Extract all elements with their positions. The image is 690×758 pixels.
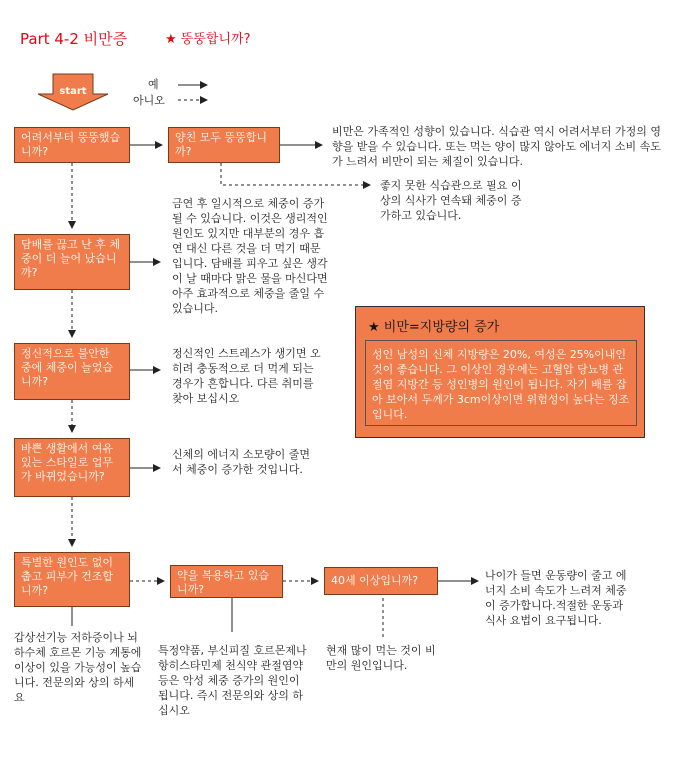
answer-hereditary: 비만은 가족적인 성향이 있습니다. 식습관 역시 어려서부터 가정의 영향을 받을 수 있습니다. 또는 먹는 양이 많지 않아도 에너지 소비 속도가 느려서 비만이 되는 체질이 있습니다. <box>332 125 661 168</box>
info-panel-body: 성인 남성의 신체 지방량은 20%, 여성은 25%이내인 것이 좋습니다. 그 이상인 경우에는 고혈압 당뇨병 관절염 지방간 등 성인병의 원인이 됩니다. 자기 배를 잡아 보아서 두께가 3cm이상이면 위험성이 높다는 징조입니다. <box>365 340 637 426</box>
answer-quit-smoking: 금연 후 일시적으로 체중이 증가될 수 있습니다. 이것은 생리적인 원인도 있지만 대부분의 경우 흡연 대신 다른 것을 더 먹기 때문입니다. 담배를 피우고 싶은 생각이 날 때마다 맑은 물을 마신다면 아주 효과적으로 체중을 줄일 수 있습니다. <box>172 197 328 315</box>
question-box-lifestyle: 바쁜 생활에서 여유 있는 스타일로 업무가 바뀌었습니까? <box>14 438 130 497</box>
start-label: start <box>59 86 87 97</box>
legend-no-label: 아니오 <box>133 94 165 107</box>
answer-age: 나이가 들면 운동량이 줄고 에너지 소비 속도가 느려져 체중이 증가합니다.적절한 운동과 식사 요법이 요구됩니다. <box>485 569 627 627</box>
question-box-medication: 약을 복용하고 있습니까? <box>170 565 283 598</box>
info-panel-title: ★ 비만=지방량의 증가 <box>368 320 500 335</box>
question-box-parents: 양친 모두 뚱뚱합니까? <box>168 127 280 163</box>
page-title: Part 4-2 비만증 <box>20 30 128 48</box>
question-box-childhood: 어려서부터 뚱뚱했습니까? <box>14 127 130 163</box>
answer-bad-habits: 좋지 못한 식습관으로 필요 이상의 식사가 연속돼 체중이 증가하고 있습니다. <box>380 179 522 222</box>
legend-yes-label: 예 <box>148 78 159 91</box>
question-box-stress: 정신적으로 불안한 중에 체중이 늘었습니까? <box>14 343 130 400</box>
answer-thyroid: 갑상선기능 저하증이나 뇌하수체 호르몬 기능 계통에 이상이 있을 가능성이 높습니다. 전문의와 상의 하세요 <box>14 631 142 704</box>
page-subtitle: ★ 뚱뚱합니까? <box>165 32 251 47</box>
answer-overeating: 현재 많이 먹는 것이 비만의 원인입니다. <box>326 644 436 672</box>
answer-lifestyle: 신체의 에너지 소모량이 줄면서 체중이 증가한 것입니다. <box>172 448 311 476</box>
question-box-over-40: 40세 이상입니까? <box>324 567 438 595</box>
question-box-cold-dry-skin: 특별한 원인도 없이 춥고 피부가 건조합니까? <box>14 552 130 607</box>
answer-stress: 정신적인 스트레스가 생기면 오히려 충동적으로 더 먹게 되는 경우가 흔합니다. 다른 취미를 찾아 보십시오 <box>172 347 321 405</box>
question-box-quit-smoking: 담배를 끊고 난 후 체중이 더 늘어 났습니까? <box>14 234 130 290</box>
answer-medication: 특정약품, 부신피질 호르몬제나 항히스타민제 천식약 관절염약 등은 악성 체중 증가의 원인이 됩니다. 즉시 전문의와 상의 하십시오 <box>158 644 307 717</box>
